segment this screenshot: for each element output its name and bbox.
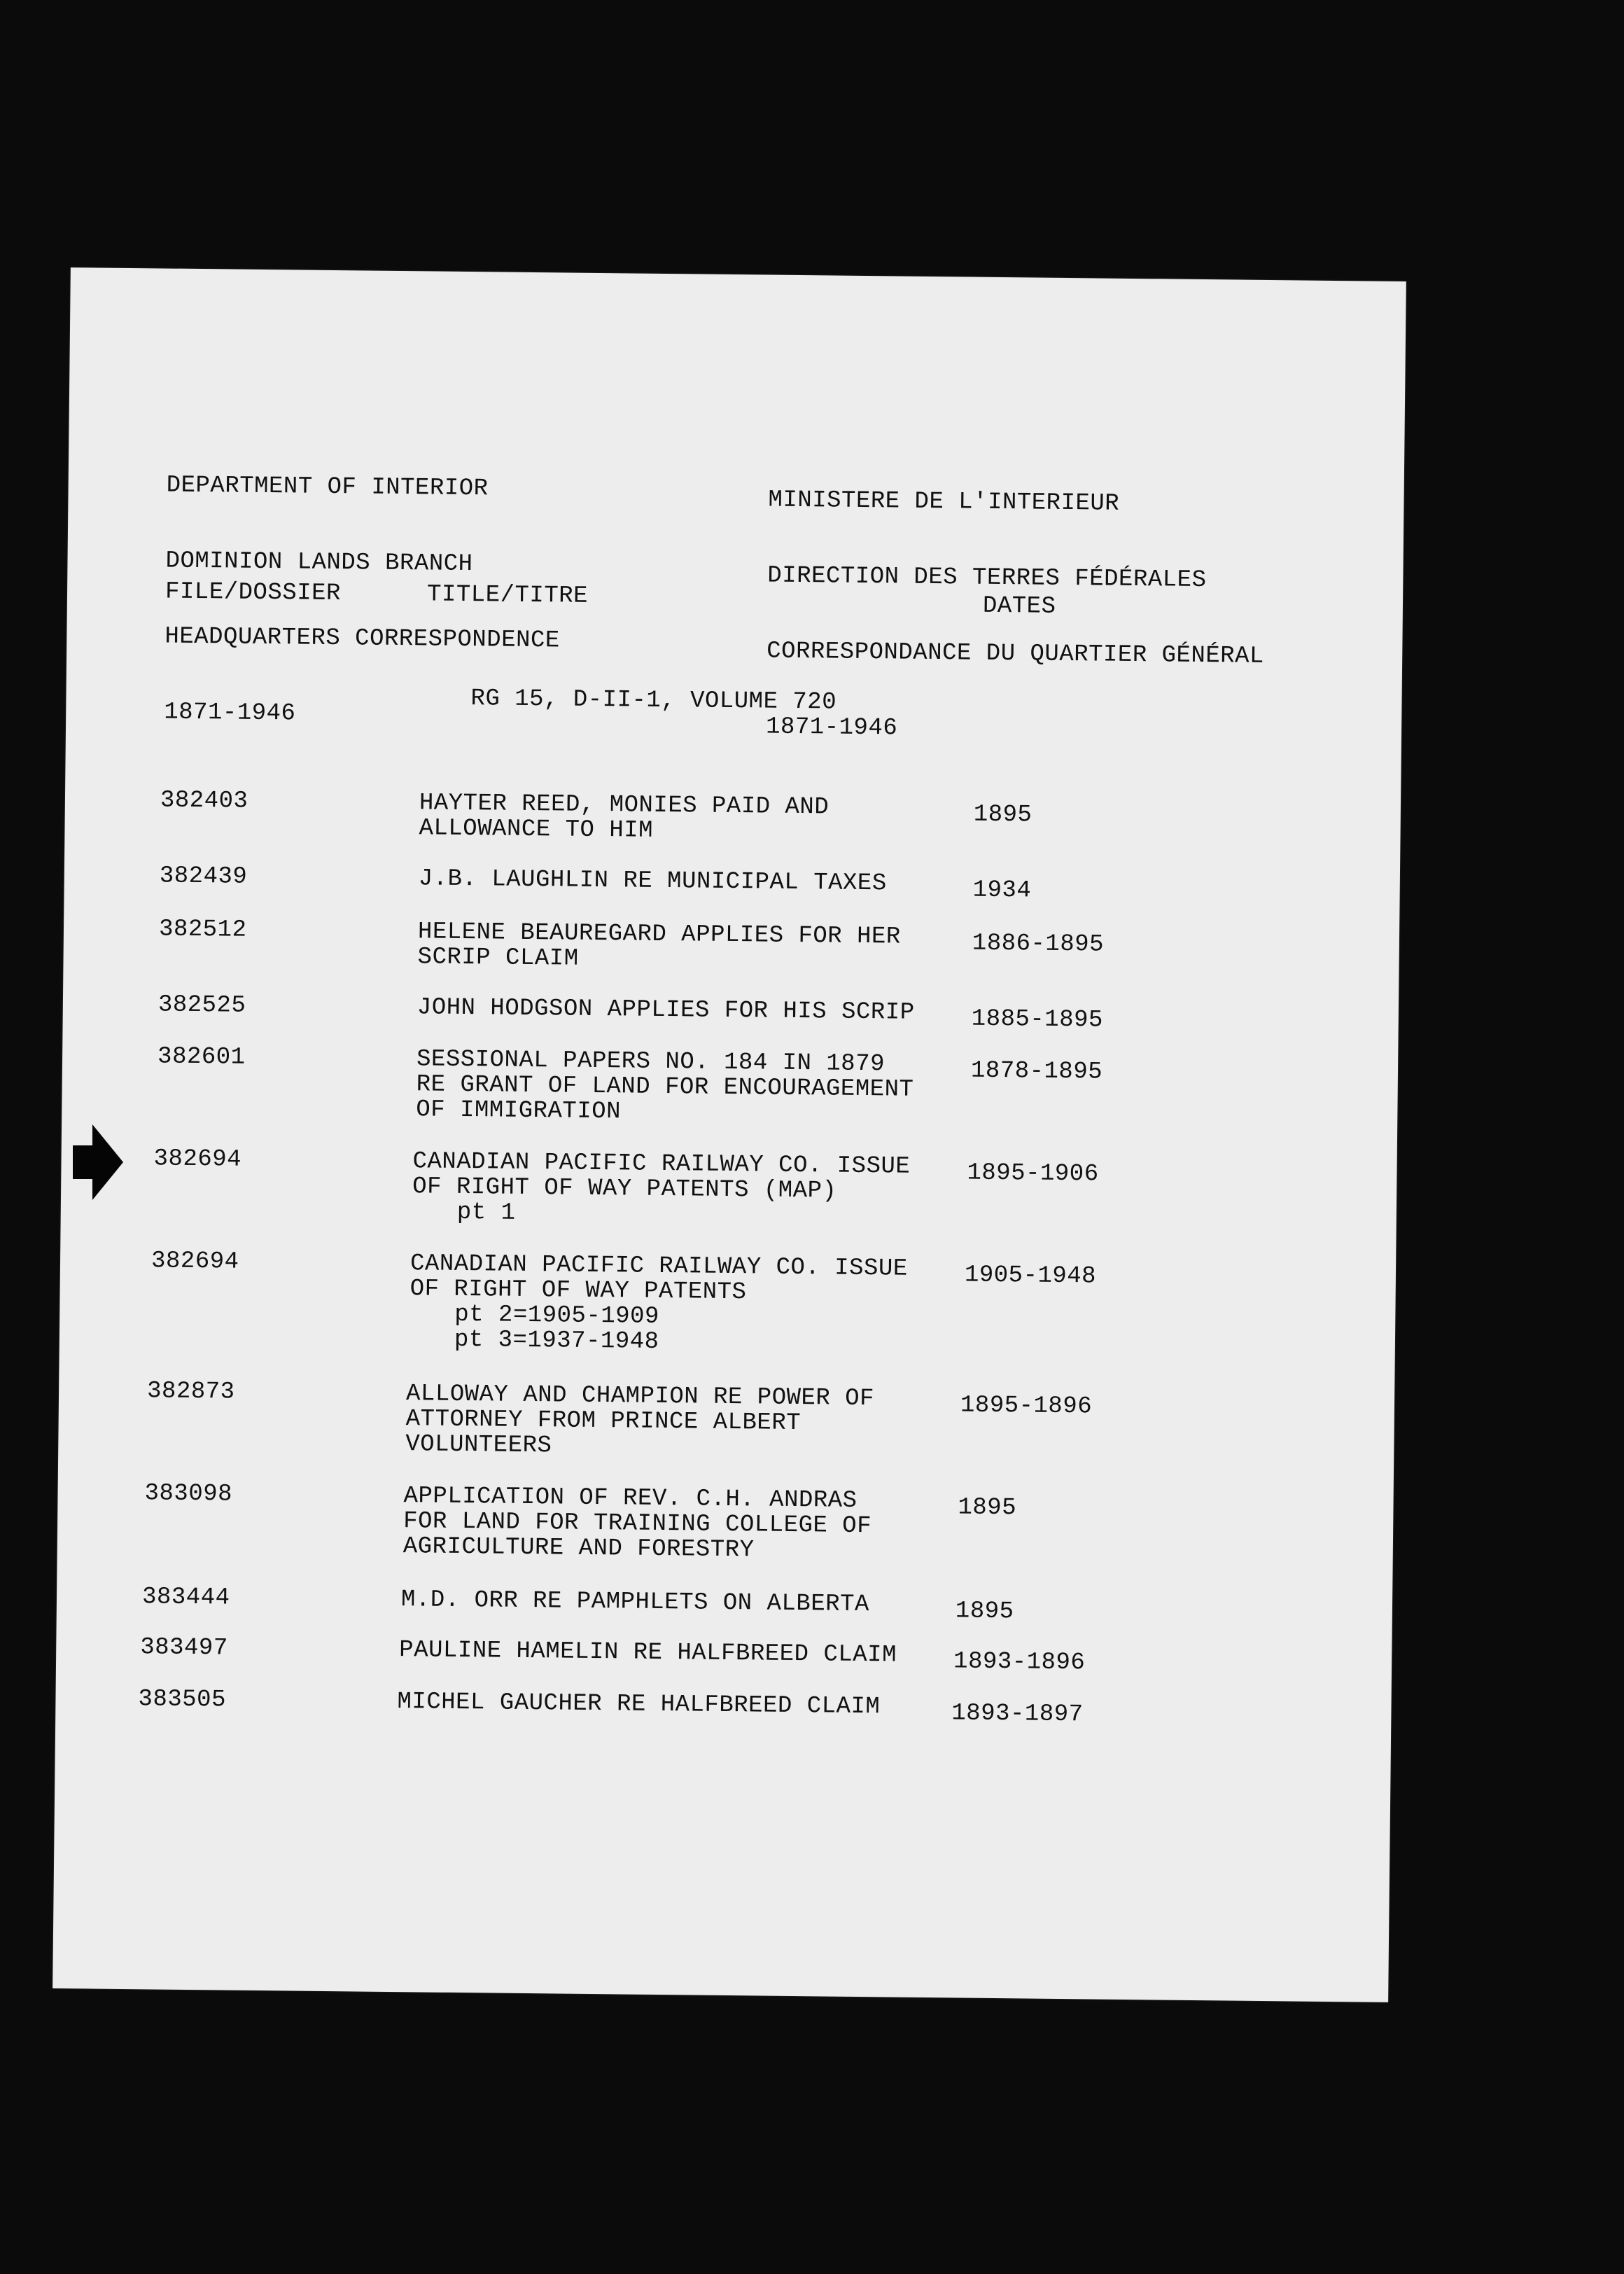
- file-dates: 1878-1895: [970, 1057, 1103, 1086]
- file-dates: 1895: [973, 801, 1032, 829]
- file-title: [412, 1149, 911, 1229]
- file-dates: 1934: [972, 877, 1032, 905]
- title-line: OF IMMIGRATION: [416, 1096, 622, 1126]
- title-line: J.B. LAUGHLIN RE MUNICIPAL TAXES: [418, 865, 887, 898]
- file-number: 382694: [150, 1248, 239, 1276]
- header-en-line: DEPARTMENT OF INTERIOR: [166, 472, 489, 503]
- file-number: 382601: [157, 1043, 246, 1071]
- file-dates: 1886-1895: [972, 930, 1105, 958]
- file-title: [417, 919, 901, 975]
- header-fr-line: 1871-1946: [765, 713, 898, 742]
- title-line: VOLUNTEERS: [405, 1431, 552, 1460]
- file-number: 383505: [138, 1686, 227, 1714]
- column-header-title: TITLE/TITRE: [426, 581, 589, 610]
- title-line: OF RIGHT OF WAY PATENTS: [410, 1276, 747, 1306]
- list-item: [47, 1584, 1382, 1626]
- part-line: pt 3=1937-1948: [454, 1326, 659, 1355]
- header-en-line: DOMINION LANDS BRANCH: [165, 547, 473, 578]
- file-title: [397, 1689, 880, 1720]
- file-dates: 1895-1906: [967, 1159, 1099, 1188]
- file-title: [419, 866, 887, 896]
- file-title: [419, 790, 829, 845]
- list-item: [62, 1043, 1398, 1126]
- title-line: SCRIP CLAIM: [417, 944, 579, 972]
- title-line: PAULINE HAMELIN RE HALFBREED CLAIM: [399, 1637, 897, 1669]
- file-dates: 1905-1948: [964, 1262, 1097, 1290]
- title-line: M.D. ORR RE PAMPHLETS ON ALBERTA: [400, 1586, 870, 1619]
- part-line: pt 1: [456, 1199, 516, 1227]
- list-item: [64, 863, 1400, 905]
- title-line: OF RIGHT OF WAY PATENTS (MAP): [412, 1173, 837, 1205]
- list-item: [59, 1145, 1394, 1227]
- file-number: 383098: [144, 1480, 233, 1508]
- file-title: [403, 1484, 872, 1564]
- title-line: RE GRANT OF LAND FOR ENCOURAGEMENT: [416, 1071, 914, 1103]
- file-dates: 1885-1895: [971, 1005, 1104, 1034]
- document-page: [52, 267, 1406, 2002]
- file-title: [410, 1251, 908, 1357]
- title-line: ATTORNEY FROM PRINCE ALBERT: [405, 1406, 802, 1437]
- title-line: APPLICATION OF REV. C.H. ANDRAS: [403, 1483, 858, 1514]
- volume-label: RG 15, D-II-1, VOLUME 720: [470, 685, 837, 716]
- header-fr-line: DIRECTION DES TERRES FÉDÉRALES: [767, 562, 1207, 594]
- header-en-line: 1871-1946: [164, 699, 296, 727]
- title-line: HAYTER REED, MONIES PAID AND: [419, 790, 830, 821]
- file-title: [399, 1638, 897, 1668]
- list-item: [52, 1378, 1387, 1460]
- column-header-dates: DATES: [982, 592, 1056, 620]
- file-title: [416, 1047, 914, 1127]
- file-dates: 1895: [955, 1598, 1014, 1626]
- title-line: MICHEL GAUCHER RE HALFBREED CLAIM: [397, 1689, 881, 1721]
- file-number: 383497: [140, 1634, 228, 1662]
- column-header-file: FILE/DOSSIER: [164, 578, 342, 608]
- file-dates: 1895: [958, 1494, 1017, 1522]
- list-item: [45, 1634, 1380, 1677]
- title-line: ALLOWAY AND CHAMPION RE POWER OF: [405, 1381, 875, 1413]
- title-line: AGRICULTURE AND FORESTRY: [402, 1533, 755, 1564]
- file-number: 382525: [158, 991, 246, 1019]
- file-dates: 1895-1896: [960, 1392, 1093, 1421]
- title-line: FOR LAND FOR TRAINING COLLEGE OF: [402, 1508, 872, 1540]
- file-number: 382694: [153, 1145, 242, 1173]
- part-line: pt 2=1905-1909: [454, 1301, 660, 1330]
- file-title: [401, 1587, 869, 1617]
- file-number: 382512: [158, 916, 247, 944]
- list-item: [50, 1480, 1385, 1564]
- list-item: [64, 916, 1399, 972]
- file-title: [417, 995, 915, 1025]
- list-item: [56, 1248, 1392, 1355]
- file-title: [405, 1381, 874, 1462]
- header-fr-line: MINISTERE DE L'INTERIEUR: [768, 487, 1120, 517]
- title-line: CANADIAN PACIFIC RAILWAY CO. ISSUE: [410, 1250, 908, 1283]
- title-line: HELENE BEAUREGARD APPLIES FOR HER: [417, 919, 901, 951]
- right-arrow-icon: [73, 1124, 123, 1200]
- file-dates: 1893-1896: [953, 1648, 1086, 1677]
- header-en-line: HEADQUARTERS CORRESPONDENCE: [164, 623, 560, 655]
- file-dates: 1893-1897: [951, 1700, 1084, 1729]
- file-number: 382439: [159, 863, 248, 891]
- file-number: 383444: [141, 1584, 230, 1612]
- title-line: ALLOWANCE TO HIM: [419, 815, 654, 844]
- file-number: 382873: [146, 1378, 235, 1406]
- list-item: [43, 1686, 1379, 1729]
- title-line: SESSIONAL PAPERS NO. 184 IN 1879: [416, 1046, 886, 1078]
- file-number: 382403: [160, 787, 248, 815]
- list-item: [63, 991, 1399, 1034]
- header-fr-line: CORRESPONDANCE DU QUARTIER GÉNÉRAL: [766, 638, 1265, 670]
- title-line: JOHN HODGSON APPLIES FOR HIS SCRIP: [416, 994, 915, 1026]
- title-line: CANADIAN PACIFIC RAILWAY CO. ISSUE: [412, 1148, 911, 1180]
